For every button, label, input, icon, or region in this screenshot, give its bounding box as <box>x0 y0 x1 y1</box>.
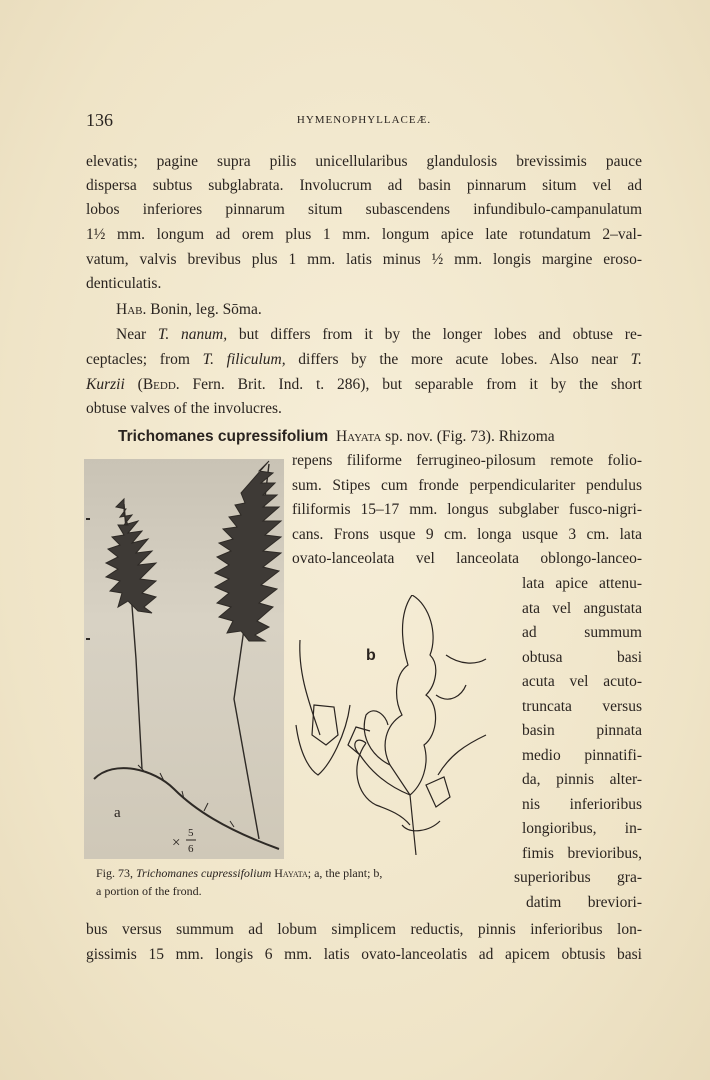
frond-detail-drawing <box>290 595 512 865</box>
hab-text: Bonin, leg. Sōma. <box>146 301 262 318</box>
text-line: basin pinnata <box>522 722 642 739</box>
label-b: b <box>366 647 376 664</box>
text-line: sum. Stipes cum fronde perpendiculariter pendulus <box>292 477 642 494</box>
habitat-line <box>116 298 642 322</box>
text-line: datim breviori- <box>526 894 642 911</box>
text-line: nis inferioribus <box>522 796 642 813</box>
text-line: lata apice attenu- <box>522 575 642 592</box>
caption-author: Hayata <box>271 866 308 880</box>
page-header <box>86 110 642 134</box>
text-line: denticulatis. <box>86 275 162 292</box>
text-line: superioribus gra- <box>514 869 642 886</box>
text-line: ovato-lanceolata vel lanceolata oblongo-lanceo- <box>292 550 642 567</box>
species-heading: Trichomanes cupressifolium Hayata sp. nov. (Fig. 73). Rhizoma <box>118 428 555 445</box>
scale-denominator: 6 <box>188 843 194 855</box>
page-number: 136 <box>86 110 113 130</box>
scale-x: × <box>172 835 181 851</box>
text-line: bus versus summum ad lobum simplicem reductis, pinnis inferioribus lon- <box>86 921 642 938</box>
text-line: filiformis 15–17 mm. longus subglaber fusco-nigri- <box>292 501 642 518</box>
running-head: HYMENOPHYLLACEÆ. <box>296 114 432 126</box>
species-name: Trichomanes cupressifolium <box>118 428 329 445</box>
hab-label: Hab. <box>116 301 147 318</box>
text-line: Kurzii (Bedd. Fern. Brit. Ind. t. 286), but separable from it by the short <box>86 376 642 393</box>
text-line: ata vel angustata <box>522 600 642 617</box>
fern-illustration <box>84 459 284 859</box>
scale-numerator: 5 <box>188 827 194 839</box>
text-line: medio pinnatifi- <box>522 747 642 764</box>
text-line: elevatis; pagine supra pilis unicellularibus glandulosis brevissimis pauce <box>86 153 642 170</box>
text-line: gissimis 15 mm. longis 6 mm. latis ovato-lanceolatis ad apicem obtusis basi <box>86 946 642 963</box>
frond-portion-illustration <box>290 595 512 865</box>
plant-photograph <box>84 459 284 859</box>
text-line: cans. Frons usque 9 cm. longa usque 3 cm. lata <box>292 526 642 543</box>
text-line: fimis brevioribus, <box>522 845 642 862</box>
text-line: 1½ mm. longum ad orem plus 1 mm. longum apice late rotundatum 2–val- <box>86 226 642 243</box>
text-line: lobos inferiores pinnarum situm subascendens infundibulo-campanulatum <box>86 201 642 218</box>
text-line: obtuse valves of the involucres. <box>86 400 282 417</box>
caption-fig-label: Fig. 73, <box>96 866 134 880</box>
text-line: ceptacles; from T. filiculum, differs by the more acute lobes. Also near T. <box>86 351 643 368</box>
figure-caption <box>96 864 516 882</box>
figure-caption-line2: a portion of the frond. <box>96 884 202 898</box>
label-a: a <box>114 805 121 821</box>
text-line: dispersa subtus subglabrata. Involucrum ad basin pinnarum situm vel ad <box>86 177 642 194</box>
text-line: da, pinnis alter- <box>522 771 642 788</box>
text-line: acuta vel acuto- <box>522 673 642 690</box>
text-line: longioribus, in- <box>522 820 642 837</box>
caption-text: ; a, the plant; b, <box>307 866 383 880</box>
species-author: Hayata <box>335 428 382 445</box>
text-line: Near T. nanum, but differs from it by the longer lobes and obtuse re- <box>116 326 642 343</box>
text-line: ad summum <box>522 624 642 641</box>
text-line: truncata versus <box>522 698 642 715</box>
text-line: repens filiforme ferrugineo-pilosum remote folio- <box>292 452 642 469</box>
text-line: obtusa basi <box>522 649 642 666</box>
caption-species: Trichomanes cupressifolium <box>133 866 272 880</box>
text-line: vatum, valvis brevibus plus 1 mm. latis minus ½ mm. longis margine eroso- <box>86 251 642 268</box>
